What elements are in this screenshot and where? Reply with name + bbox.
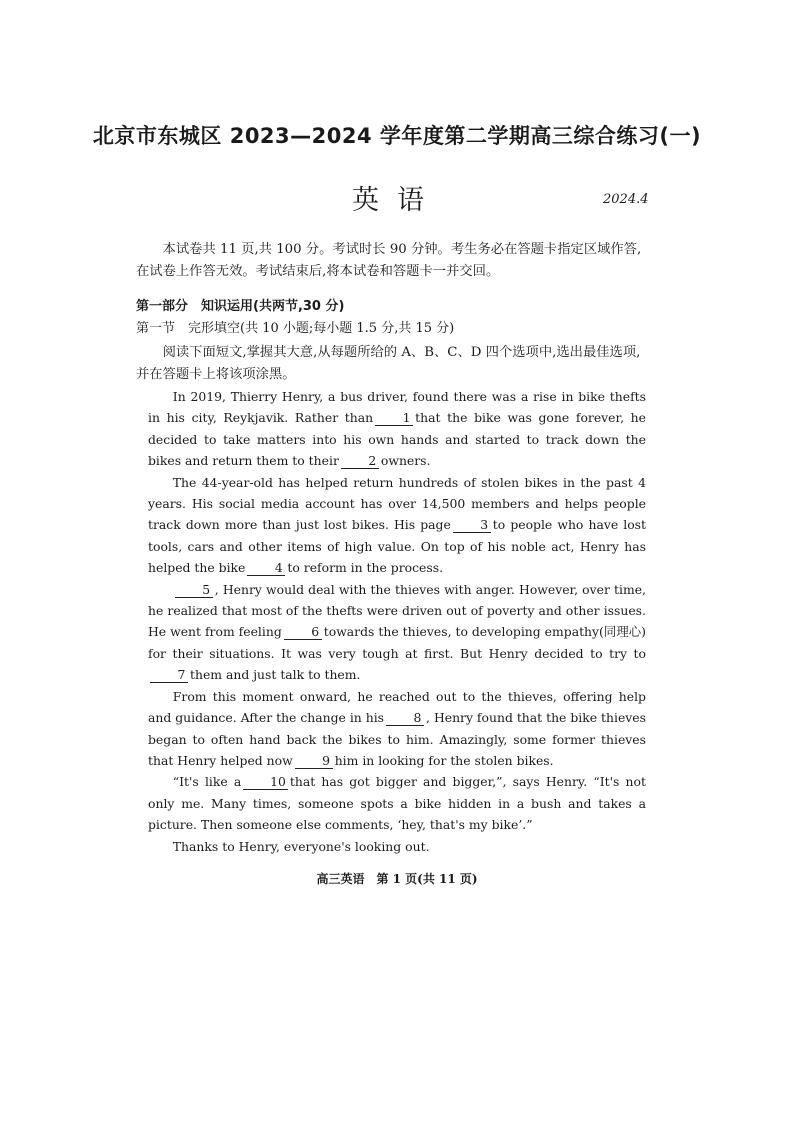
- cloze-blank: 2: [341, 453, 379, 469]
- passage-paragraph: [148, 472, 646, 579]
- passage-paragraph: [148, 686, 646, 772]
- passage-text: to reform in the process.: [287, 560, 444, 576]
- cloze-blank: 8: [386, 710, 424, 726]
- passage-text: owners.: [380, 453, 431, 469]
- cloze-blank: 4: [247, 560, 285, 576]
- cloze-blank: 7: [150, 667, 188, 683]
- cloze-blank: 6: [284, 624, 322, 640]
- section1-heading: 第一节 完形填空(共 10 小题;每小题 1.5 分,共 15 分): [136, 321, 455, 336]
- exam-title: 北京市东城区 2023—2024 学年度第二学期高三综合练习(一): [92, 124, 702, 148]
- cloze-blank: 10: [243, 774, 288, 790]
- page-footer: 高三英语 第 1 页(共 11 页): [316, 872, 478, 886]
- cloze-blank: 5: [175, 582, 213, 598]
- passage-text: , Henry found that the bike thieves began to often hand back the bikes to him. Amazingly, some former thieves that Henry helped now: [148, 710, 646, 768]
- passage-text: “It's like a: [172, 774, 242, 790]
- exam-intro: 本试卷共 11 页,共 100 分。考试时长 90 分钟。考生务必在答题卡指定区域作答,在试卷上作答无效。考试结束后,将本试卷和答题卡一并交回。: [136, 242, 642, 279]
- part1-heading: 第一部分 知识运用(共两节,30 分): [136, 299, 345, 314]
- passage-text: , Henry would deal with the thieves with anger. However, over time, he realized that most of the thefts were driven out of poverty and other issues. He went from feeling: [148, 581, 646, 640]
- passage-text: From this moment onward, he reached out to the thieves, offering help and guidance. After the change in his: [148, 688, 646, 726]
- passage-text: to people who have lost tools, cars and other items of high value. On top of his noble act, Henry has helped the bike: [148, 517, 647, 576]
- cloze-blank: 3: [453, 517, 491, 533]
- passage-text: The 44-year-old has helped return hundreds of stolen bikes in the past 4 years. His social media account has over 14,500 members and helps people track down more than just lost bikes. His page: [148, 474, 646, 533]
- passage-text: him in looking for the stolen bikes.: [334, 752, 554, 768]
- section-instructions: 阅读下面短文,掌握其大意,从每题所给的 A、B、C、D 四个选项中,选出最佳选项,并在答题卡上将该项涂黑。: [136, 345, 641, 382]
- passage-text: Thanks to Henry, everyone's looking out.: [172, 838, 430, 854]
- passage-text: that has got bigger and bigger,”, says Henry. “It's not only me. Many times, someone spots a bike hidden in a bush and takes a picture. Then someone else comments, ‘hey, that's my bike’.”: [148, 774, 646, 833]
- subject-title: 英语: [352, 185, 442, 216]
- passage-paragraph: [148, 836, 646, 857]
- passage-paragraph: [148, 771, 646, 835]
- cloze-blank: 9: [295, 753, 333, 769]
- exam-date: 2024.4: [603, 192, 649, 207]
- passage-text: towards the thieves, to developing empathy(同理心) for their situations. It was very tough at first. But Henry decided to try to: [148, 624, 646, 661]
- cloze-blank: 1: [375, 410, 413, 426]
- passage-text: In 2019, Thierry Henry, a bus driver, found there was a rise in bike thefts in his city, Reykjavik. Rather than: [148, 389, 646, 426]
- passage-text: that the bike was gone forever, he decided to take matters into his own hands and started to track down the bikes and return them to their: [148, 410, 646, 469]
- cloze-passage: [148, 386, 646, 857]
- passage-paragraph: [148, 386, 646, 472]
- passage-text: them and just talk to them.: [190, 667, 361, 683]
- passage-paragraph: [148, 579, 646, 686]
